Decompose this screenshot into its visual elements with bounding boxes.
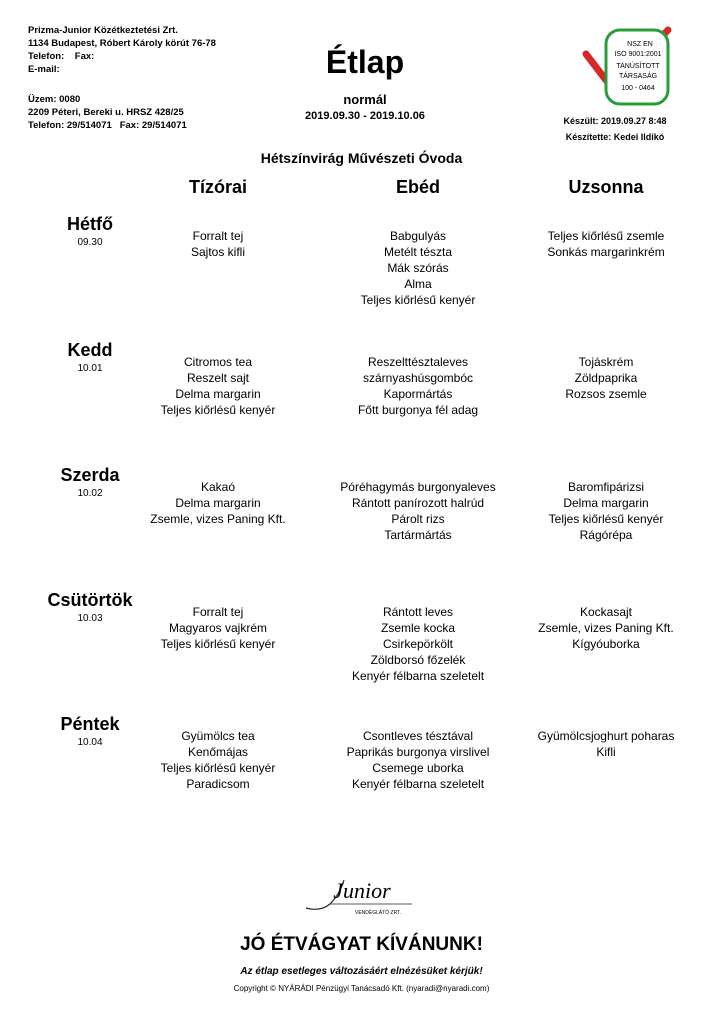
menu-item: Kockasajt <box>579 605 633 619</box>
menu-item: Csirkepörkölt <box>382 637 454 651</box>
company-address: 1134 Budapest, Róbert Károly körút 76-78 <box>28 38 216 49</box>
institution-name: Hétszínvirág Művészeti Óvoda <box>260 150 463 166</box>
junior-logo <box>300 874 423 920</box>
menu-item: Paradicsom <box>186 777 250 791</box>
menu-item: Kígyóuborka <box>572 637 640 651</box>
day-name: Péntek <box>60 714 120 734</box>
page-title: Étlap <box>325 44 405 80</box>
menu-cell-ebed <box>318 728 518 792</box>
menu-variant: normál <box>343 92 387 107</box>
menu-period: 2019.09.30 - 2019.10.06 <box>305 110 425 122</box>
menu-cell-uzsonna <box>506 604 706 652</box>
day-name: Szerda <box>60 465 120 485</box>
iso-certificate-seal <box>582 24 672 110</box>
menu-item: Póréhagymás burgonyaleves <box>340 480 496 494</box>
day-date: 10.02 <box>77 488 103 499</box>
menu-item: Teljes kiőrlésű kenyér <box>548 512 664 526</box>
menu-cell-tizorai <box>118 604 318 652</box>
day-date: 10.04 <box>77 737 103 748</box>
menu-item: Zsemle, vizes Paning Kft. <box>538 621 674 635</box>
menu-cell-tizorai <box>118 228 318 260</box>
day-date: 09.30 <box>77 237 103 248</box>
day-name: Kedd <box>67 340 113 360</box>
menu-item: Forralt tej <box>192 229 244 243</box>
menu-item: Teljes kiőrlésű kenyér <box>160 761 276 775</box>
plant-address: 2209 Péteri, Bereki u. HRSZ 428/25 <box>28 107 184 118</box>
menu-item: Tartármártás <box>384 528 452 542</box>
menu-item: Zsemle kocka <box>380 621 456 635</box>
menu-cell-ebed <box>318 479 518 543</box>
menu-cell-uzsonna <box>506 479 706 543</box>
menu-item: Delma margarin <box>175 387 261 401</box>
company-name: Prizma-Junior Közétkeztetési Zrt. <box>28 25 178 36</box>
cert-line-2: ISO 9001:2001 <box>614 51 662 58</box>
menu-item: Alma <box>404 277 432 291</box>
copyright-notice: Copyright © NYÁRÁDI Pénzügyi Tanácsadó Kft. (nyaradi@nyaradi.com) <box>233 984 490 993</box>
menu-item: Reszelt sajt <box>186 371 250 385</box>
menu-item: Kenőmájas <box>187 745 249 759</box>
cert-line-4: TÁRSASÁG <box>618 73 658 80</box>
menu-item: Gyümölcs tea <box>181 729 255 743</box>
menu-item: Kenyér félbarna szeletelt <box>351 669 485 683</box>
menu-item: Kapormártás <box>383 387 453 401</box>
menu-item: Zöldborsó főzelék <box>370 653 466 667</box>
menu-item: Reszelttésztaleves <box>367 355 469 369</box>
column-header-uzsonna: Uzsonna <box>568 177 644 197</box>
menu-cell-ebed <box>318 354 518 418</box>
menu-cell-ebed <box>318 604 518 684</box>
menu-item: Zöldpaprika <box>574 371 638 385</box>
menu-item: Főtt burgonya fél adag <box>357 403 479 417</box>
company-email: E-mail: <box>28 64 60 75</box>
menu-item: Babgulyás <box>389 229 447 243</box>
menu-item: Kakaó <box>200 480 236 494</box>
menu-cell-ebed <box>318 228 518 308</box>
menu-item: Teljes kiőrlésű kenyér <box>360 293 476 307</box>
menu-item: Gyümölcsjoghurt poharas <box>537 729 675 743</box>
cert-line-1: NSZ EN <box>627 41 653 48</box>
logo-wordmark: Junior <box>333 878 391 903</box>
menu-item: Mák szórás <box>387 261 449 275</box>
menu-item: Párolt rizs <box>391 512 445 526</box>
day-date: 10.01 <box>77 363 103 374</box>
menu-item: Zsemle, vizes Paning Kft. <box>150 512 286 526</box>
menu-item: Citromos tea <box>183 355 253 369</box>
menu-item: Teljes kiőrlésű kenyér <box>160 637 276 651</box>
menu-item: Paprikás burgonya virslivel <box>346 745 490 759</box>
document-meta <box>540 113 690 145</box>
cert-line-5: 100 - 0464 <box>621 85 655 92</box>
menu-item: Sonkás margarinkrém <box>547 245 665 259</box>
logo-subtext: VENDÉGLÁTÓ ZRT. <box>354 910 402 916</box>
menu-item: Rántott panírozott halrúd <box>351 496 485 510</box>
column-header-tizorai: Tízórai <box>188 177 247 197</box>
menu-item: Teljes kiőrlésű zsemle <box>547 229 665 243</box>
day-date: 10.03 <box>77 613 103 624</box>
menu-item: Sajtos kifli <box>190 245 246 259</box>
author: Készítette: Kedei Ildikó <box>565 132 665 142</box>
menu-cell-tizorai <box>118 728 318 792</box>
menu-item: Delma margarin <box>175 496 261 510</box>
cert-line-3: TANÚSÍTOTT <box>616 63 660 70</box>
company-phone-fax: Telefon: Fax: <box>28 51 95 62</box>
menu-item: Forralt tej <box>192 605 244 619</box>
menu-cell-uzsonna <box>506 354 706 402</box>
menu-cell-tizorai <box>118 354 318 418</box>
menu-item: Baromfipárizsi <box>567 480 645 494</box>
column-header-ebed: Ebéd <box>395 177 440 197</box>
menu-cell-uzsonna <box>506 228 706 260</box>
menu-item: Csemege uborka <box>372 761 464 775</box>
menu-item: Rágórépa <box>579 528 633 542</box>
plant-id: Üzem: 0080 <box>28 94 81 105</box>
menu-item: Csontleves tésztával <box>362 729 474 743</box>
plant-info <box>28 93 187 132</box>
menu-item: Tojáskrém <box>578 355 634 369</box>
menu-item: Teljes kiőrlésű kenyér <box>160 403 276 417</box>
apology-note: Az étlap esetleges változásáért elnézésüket kérjük! <box>240 966 483 977</box>
plant-phone-fax: Telefon: 29/514071 Fax: 29/514071 <box>28 120 187 131</box>
company-info <box>28 24 216 76</box>
menu-item: Rozsos zsemle <box>565 387 647 401</box>
day-name: Hétfő <box>67 214 113 234</box>
menu-item: Rántott leves <box>382 605 454 619</box>
menu-cell-tizorai <box>118 479 318 527</box>
menu-cell-uzsonna <box>506 728 706 760</box>
menu-item: Kifli <box>596 745 616 759</box>
menu-item: szárnyashúsgombóc <box>362 371 474 385</box>
menu-item: Magyaros vajkrém <box>168 621 268 635</box>
menu-item: Delma margarin <box>563 496 649 510</box>
day-name: Csütörtök <box>47 590 133 610</box>
closing-message: JÓ ÉTVÁGYAT KÍVÁNUNK! <box>240 934 483 955</box>
menu-item: Kenyér félbarna szeletelt <box>351 777 485 791</box>
created-timestamp: Készült: 2019.09.27 8:48 <box>563 116 667 126</box>
menu-item: Metélt tészta <box>383 245 453 259</box>
